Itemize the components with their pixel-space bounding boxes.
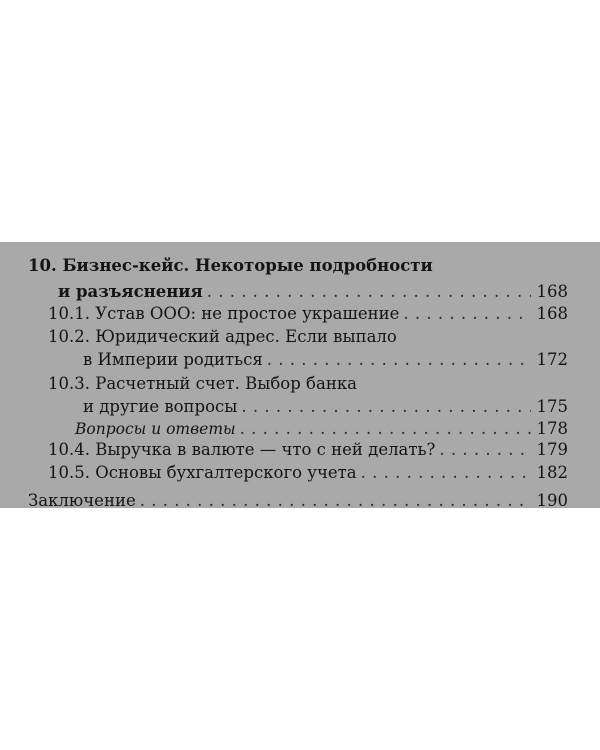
toc-section-10-4-title: 10.4. Выручка в валюте — что с ней делать? xyxy=(48,440,436,459)
toc-chapter-10-page: 168 xyxy=(536,282,568,301)
toc-section-10-2-page: 172 xyxy=(536,350,568,369)
toc-questions-answers-page: 178 xyxy=(536,419,568,438)
toc-section-10-4-page: 179 xyxy=(536,440,568,459)
toc-conclusion xyxy=(28,493,568,508)
toc-section-10-5-page: 182 xyxy=(536,463,568,482)
toc-section-10-3-line2 xyxy=(83,399,568,416)
toc-section-10-3-title: 10.3. Расчетный счет. Выбор банка xyxy=(48,374,357,393)
toc-chapter-10-line2 xyxy=(58,284,568,301)
toc-section-10-1-title: 10.1. Устав ООО: не простое украшение xyxy=(48,304,400,323)
dot-leader xyxy=(240,421,531,438)
toc-section-10-2-title: 10.2. Юридический адрес. Если выпало xyxy=(48,327,397,346)
toc-chapter-10-title: 10. Бизнес-кейс. Некоторые подробности xyxy=(28,256,433,275)
dot-leader xyxy=(267,352,531,369)
dot-leader xyxy=(439,442,530,459)
toc-questions-answers xyxy=(75,421,568,438)
dot-leader xyxy=(403,306,530,323)
toc-conclusion-title: Заключение xyxy=(28,491,136,508)
dot-leader xyxy=(361,465,531,482)
toc-conclusion-page: 190 xyxy=(536,491,568,508)
toc-chapter-10-title-cont: и разъяснения xyxy=(58,282,203,301)
dot-leader xyxy=(140,493,531,508)
toc-questions-answers-title: Вопросы и ответы xyxy=(75,420,236,438)
dot-leader xyxy=(207,284,531,301)
toc-section-10-2-line1 xyxy=(48,329,397,346)
toc-section-10-5-title: 10.5. Основы бухгалтерского учета xyxy=(48,463,357,482)
toc-section-10-2-line2 xyxy=(83,352,568,369)
toc-section-10-1 xyxy=(48,306,568,323)
toc-chapter-10-line1 xyxy=(28,258,433,275)
toc-section-10-3-line1 xyxy=(48,376,357,393)
toc-section-10-2-title-cont: в Империи родиться xyxy=(83,350,263,369)
toc-section-10-1-page: 168 xyxy=(536,304,568,323)
toc-section-10-4 xyxy=(48,442,568,459)
toc-section-10-3-title-cont: и другие вопросы xyxy=(83,397,238,416)
table-of-contents xyxy=(0,242,600,508)
toc-section-10-5 xyxy=(48,465,568,482)
toc-section-10-3-page: 175 xyxy=(536,397,568,416)
dot-leader xyxy=(241,399,530,416)
